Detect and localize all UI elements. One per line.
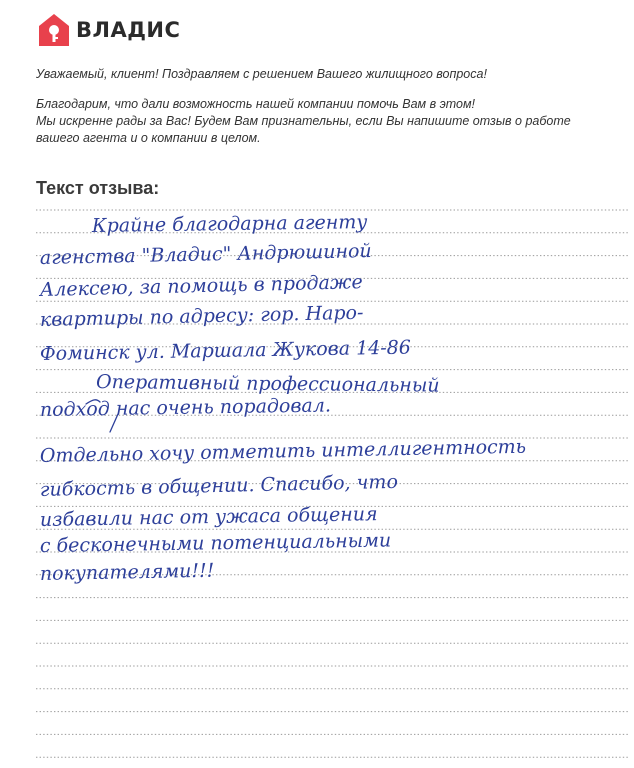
handwritten-line: Отдельно хочу отметить интеллигентность xyxy=(39,435,527,467)
brand-name: ВЛАДИС xyxy=(76,18,181,42)
handwritten-line: с бесконечными потенциальными xyxy=(39,529,392,557)
handwritten-line: избавили нас от ужаса общения xyxy=(39,503,378,531)
handwritten-line: квартиры по адресу: гор. Наро- xyxy=(39,301,364,331)
handwritten-line: гибкость в общении. Спасибо, что xyxy=(39,470,399,501)
thanks-text-line-2: Мы искренне рады за Вас! Будем Вам признательны, если Вы напишите отзыв о работе xyxy=(36,114,571,128)
handwritten-line: Алексею, за помощь в продаже xyxy=(39,271,363,301)
handwritten-line: покупателями!!! xyxy=(39,559,215,585)
thanks-text-line-3: вашего агента и о компании в целом. xyxy=(36,131,261,145)
review-label: Текст отзыва: xyxy=(36,178,160,198)
handwritten-line: подход нас очень порадовал. xyxy=(39,394,332,421)
greeting-text: Уважаемый, клиент! Поздравляем с решением Вашего жилищного вопроса! xyxy=(36,67,487,81)
handwritten-line: Крайне благодарна агенту xyxy=(91,211,368,237)
handwritten-line: агенства "Владис" Андрюшиной xyxy=(39,240,372,269)
handwritten-line: Фоминск ул. Маршала Жукова 14-86 xyxy=(39,336,412,365)
handwritten-line: Оперативный профессиональный xyxy=(95,371,440,397)
thanks-text-line-1: Благодарим, что дали возможность нашей компании помочь Вам в этом! xyxy=(36,97,476,111)
